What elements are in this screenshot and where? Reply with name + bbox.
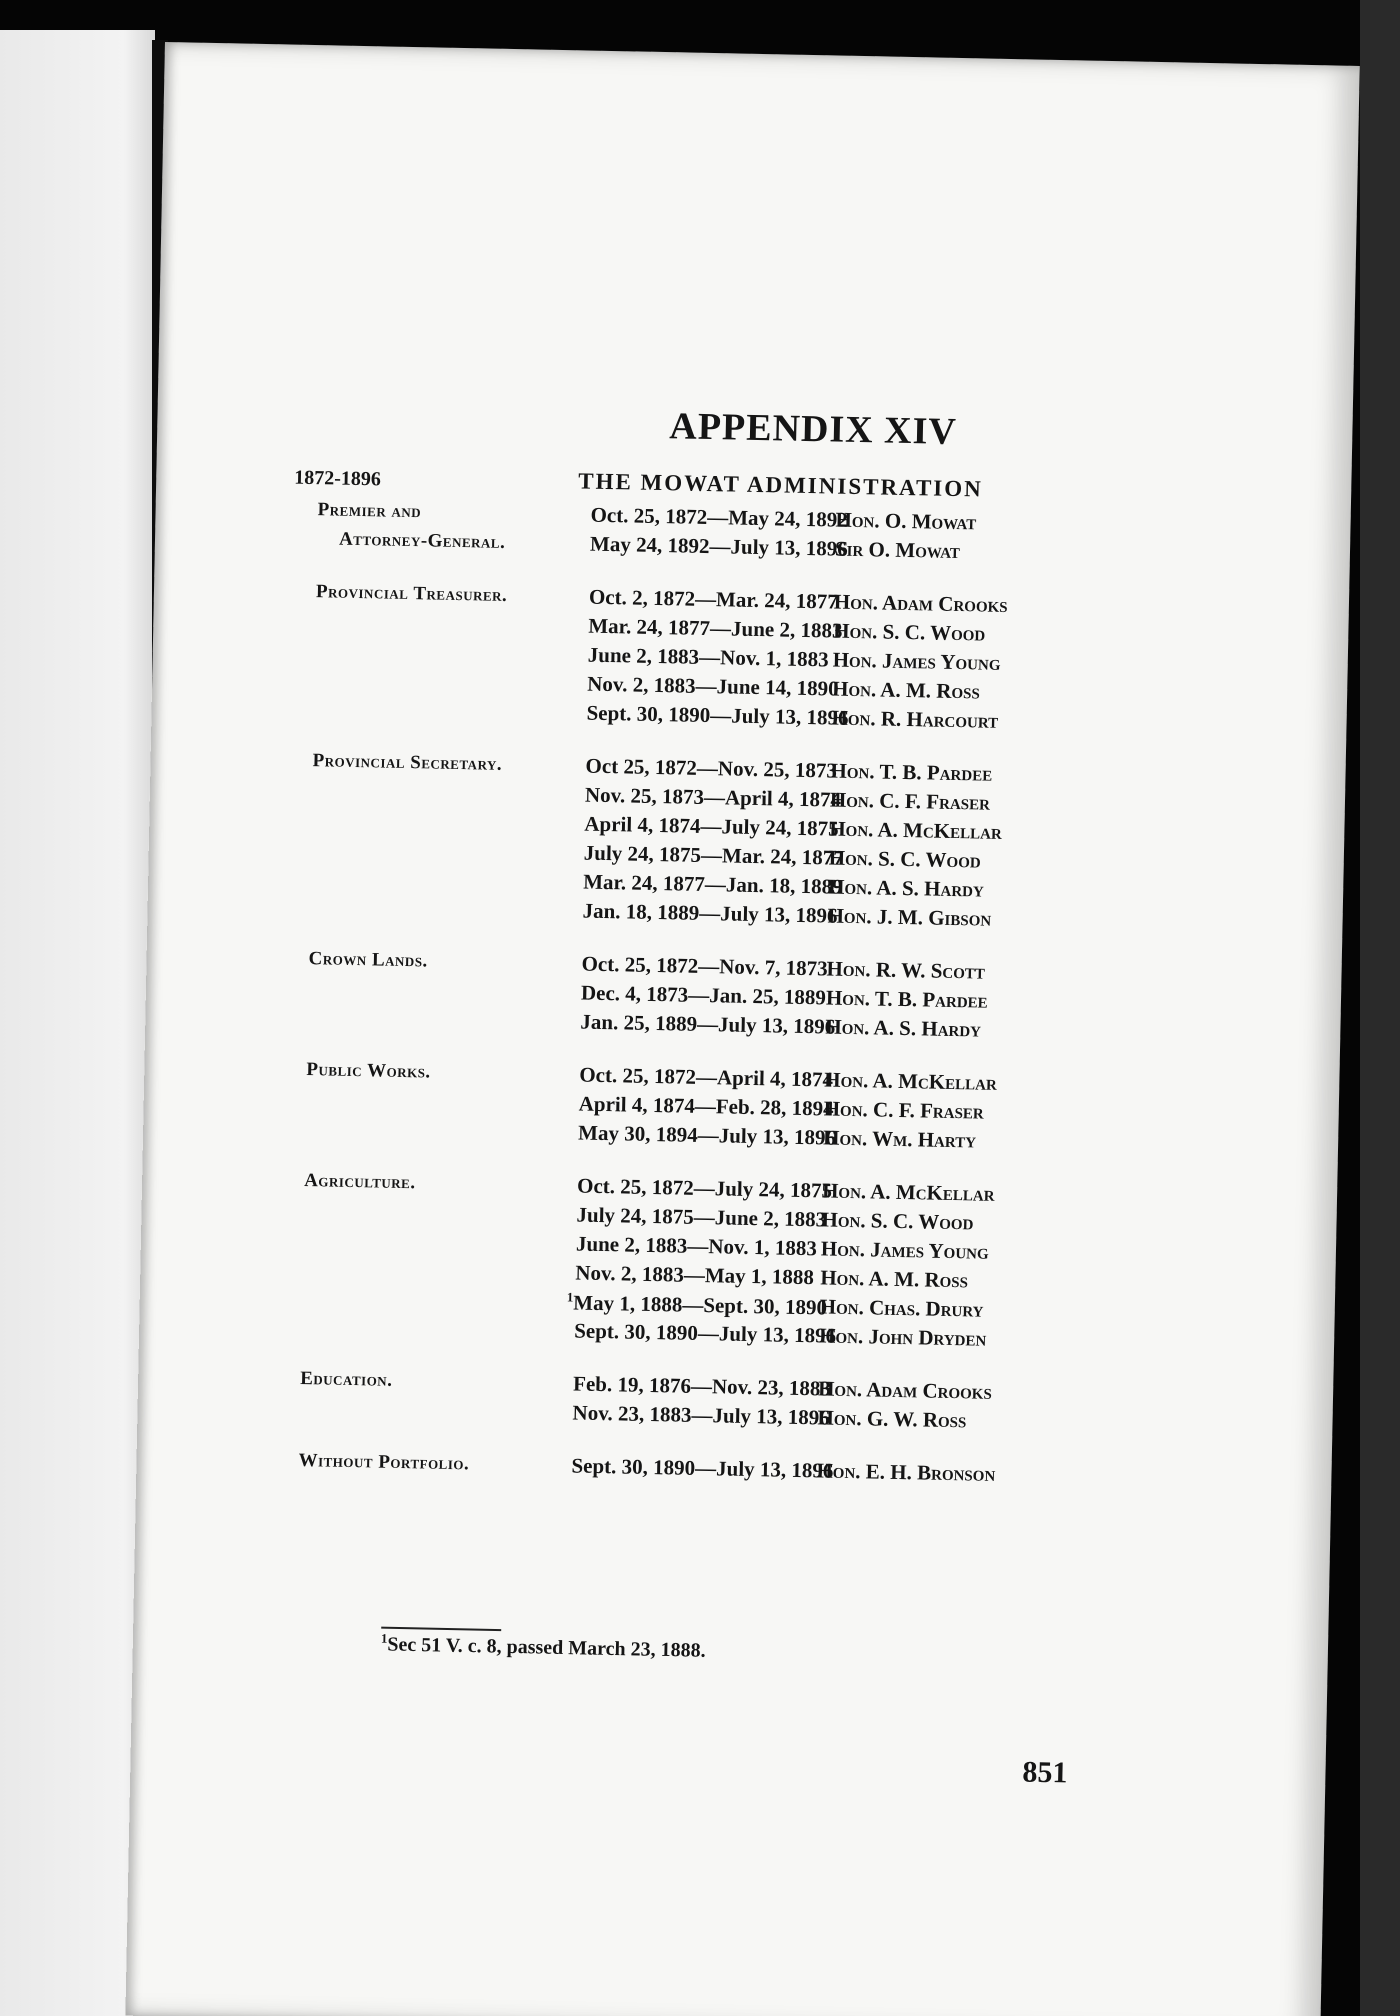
- term-text: Sept. 30, 1890—July 13, 1896: [571, 1453, 834, 1483]
- term-dates: [585, 783, 842, 813]
- office-holder: Hon. C. F. Fraser: [823, 1096, 985, 1124]
- office-holder: Hon. A. M. Ross: [820, 1265, 969, 1293]
- page-number: 851: [1022, 1755, 1068, 1790]
- term-text: June 2, 1883—Nov. 1, 1883: [587, 642, 829, 672]
- office-holder: Hon. A. S. Hardy: [825, 1014, 982, 1042]
- term-dates: [574, 1318, 836, 1348]
- office-name: Public Works.: [306, 1059, 431, 1083]
- footnote-mark: 1: [380, 1630, 388, 1646]
- office-holder: Hon. A. McKellar: [829, 816, 1003, 844]
- office-holder: Hon. E. H. Bronson: [816, 1458, 996, 1486]
- term-dates: [576, 1202, 826, 1232]
- term-text: May 30, 1894—July 13, 1896: [577, 1120, 837, 1150]
- term-text: Sept. 30, 1890—July 13, 1896: [573, 1318, 837, 1348]
- term-text: July 24, 1875—Mar. 24, 1877: [583, 840, 844, 870]
- office-holder: Hon. S. C. Wood: [833, 618, 986, 646]
- office-holder: Hon. A. McKellar: [824, 1067, 998, 1095]
- office-name: Provincial Secretary.: [312, 750, 503, 775]
- term-text: Oct. 25, 1872—Nov. 7, 1873: [581, 951, 828, 981]
- office-holder: Hon. O. Mowat: [835, 507, 977, 535]
- term-text: Oct 25, 1872—Nov. 25, 1873: [585, 753, 838, 783]
- office-holder: Hon. R. W. Scott: [826, 956, 986, 984]
- office-holder: Hon. J. M. Gibson: [827, 903, 992, 931]
- term-text: April 4, 1874—Feb. 28, 1894: [578, 1091, 834, 1121]
- page-subtitle: THE MOWAT ADMINISTRATION: [578, 468, 984, 502]
- term-dates: [572, 1400, 830, 1430]
- office-holder: Hon. R. Harcourt: [831, 705, 999, 733]
- term-text: Mar. 24, 1877—Jan. 18, 1889: [582, 869, 843, 899]
- term-text: Oct. 25, 1872—April 4, 1874: [579, 1062, 834, 1092]
- term-dates: [579, 1063, 833, 1093]
- term-dates: [583, 870, 843, 900]
- term-dates: [590, 532, 848, 562]
- term-dates: [581, 952, 828, 982]
- term-text: Jan. 25, 1889—July 13, 1896: [580, 1009, 836, 1039]
- office-holder: Hon. T. B. Pardee: [830, 758, 993, 786]
- footnote-reference: 1: [566, 1289, 574, 1305]
- term-text: Nov. 2, 1883—May 1, 1888: [575, 1260, 815, 1290]
- term-dates: [589, 585, 838, 615]
- footnote-text: Sec 51 V. c. 8, passed March 23, 1888.: [387, 1633, 706, 1662]
- office-holder: Hon. G. W. Ross: [817, 1405, 967, 1433]
- office-holder: Hon. Chas. Drury: [819, 1294, 984, 1322]
- page-title: APPENDIX XIV: [668, 405, 958, 453]
- term-text: May 24, 1892—July 13, 1896: [589, 531, 849, 561]
- office-name: Agriculture.: [303, 1170, 416, 1194]
- term-text: Oct. 25, 1872—July 24, 1875: [576, 1173, 833, 1203]
- term-dates: [584, 841, 844, 871]
- office-holder: Hon. C. F. Fraser: [829, 787, 991, 815]
- term-dates: [590, 503, 848, 533]
- book-page: [125, 42, 1359, 2016]
- office-holder: Sir O. Mowat: [834, 536, 961, 564]
- office-name: Provincial Treasurer.: [315, 581, 508, 606]
- office-name: Attorney-General.: [338, 528, 506, 553]
- office-holder: Hon. John Dryden: [818, 1323, 987, 1351]
- administration-table: [125, 42, 1359, 2016]
- term-text: Oct. 25, 1872—May 24, 1892: [590, 502, 849, 532]
- term-dates: [577, 1174, 832, 1204]
- term-text: Oct. 2, 1872—Mar. 24, 1877: [588, 584, 839, 614]
- term-dates: [581, 981, 826, 1011]
- page-stack-edge: [1360, 0, 1400, 2016]
- term-text: Feb. 19, 1876—Nov. 23, 1883: [572, 1371, 832, 1401]
- term-text: Sept. 30, 1890—July 13, 1896: [586, 700, 849, 730]
- term-dates: [573, 1371, 831, 1401]
- term-dates: [588, 643, 829, 673]
- office-name: Education.: [299, 1367, 393, 1391]
- office-holder: Hon. Adam Crooks: [833, 589, 1008, 618]
- term-text: Nov. 25, 1873—April 4, 1874: [584, 782, 842, 812]
- office-holder: Hon. S. C. Wood: [828, 845, 981, 873]
- term-dates: [584, 812, 839, 842]
- term-dates: [579, 1092, 834, 1122]
- term-text: Mar. 24, 1877—June 2, 1883: [588, 613, 843, 643]
- office-holder: Hon. Wm. Harty: [822, 1125, 977, 1153]
- term-text: July 24, 1875—June 2, 1883: [576, 1202, 827, 1232]
- term-dates: [578, 1121, 836, 1151]
- date-range-heading: 1872-1896: [294, 466, 382, 491]
- term-text: Dec. 4, 1873—Jan. 25, 1889: [580, 980, 827, 1010]
- office-holder: Hon. James Young: [832, 647, 1001, 675]
- term-dates: [585, 754, 837, 784]
- office-name: Crown Lands.: [308, 948, 429, 972]
- term-text: April 4, 1874—July 24, 1875: [584, 811, 839, 841]
- term-dates: [582, 899, 837, 929]
- term-text: Nov. 23, 1883—July 13, 1896: [572, 1400, 831, 1430]
- office-holder: Hon. T. B. Pardee: [825, 985, 988, 1013]
- office-holder: Hon. A. S. Hardy: [827, 874, 985, 902]
- term-text: June 2, 1883—Nov. 1, 1883: [575, 1231, 818, 1261]
- term-dates: [571, 1453, 833, 1483]
- office-holder: Hon. Adam Crooks: [817, 1376, 993, 1404]
- term-text: May 1, 1888—Sept. 30, 1890: [573, 1290, 828, 1320]
- office-name: Without Portfolio.: [298, 1449, 470, 1475]
- office-holder: Hon. A. McKellar: [821, 1178, 995, 1206]
- term-dates: [586, 701, 848, 731]
- term-dates: [576, 1231, 817, 1261]
- term-dates: [567, 1289, 828, 1320]
- term-dates: [588, 614, 843, 644]
- term-dates: [580, 1010, 835, 1040]
- office-holder: Hon. S. C. Wood: [821, 1207, 974, 1235]
- office-holder: Hon. James Young: [820, 1236, 989, 1264]
- office-name: Premier and: [317, 499, 422, 523]
- term-text: Nov. 2, 1883—June 14, 1890: [586, 671, 839, 701]
- term-dates: [575, 1260, 814, 1290]
- term-dates: [587, 672, 839, 702]
- term-text: Jan. 18, 1889—July 13, 1896: [582, 898, 838, 928]
- office-holder: Hon. A. M. Ross: [831, 676, 981, 704]
